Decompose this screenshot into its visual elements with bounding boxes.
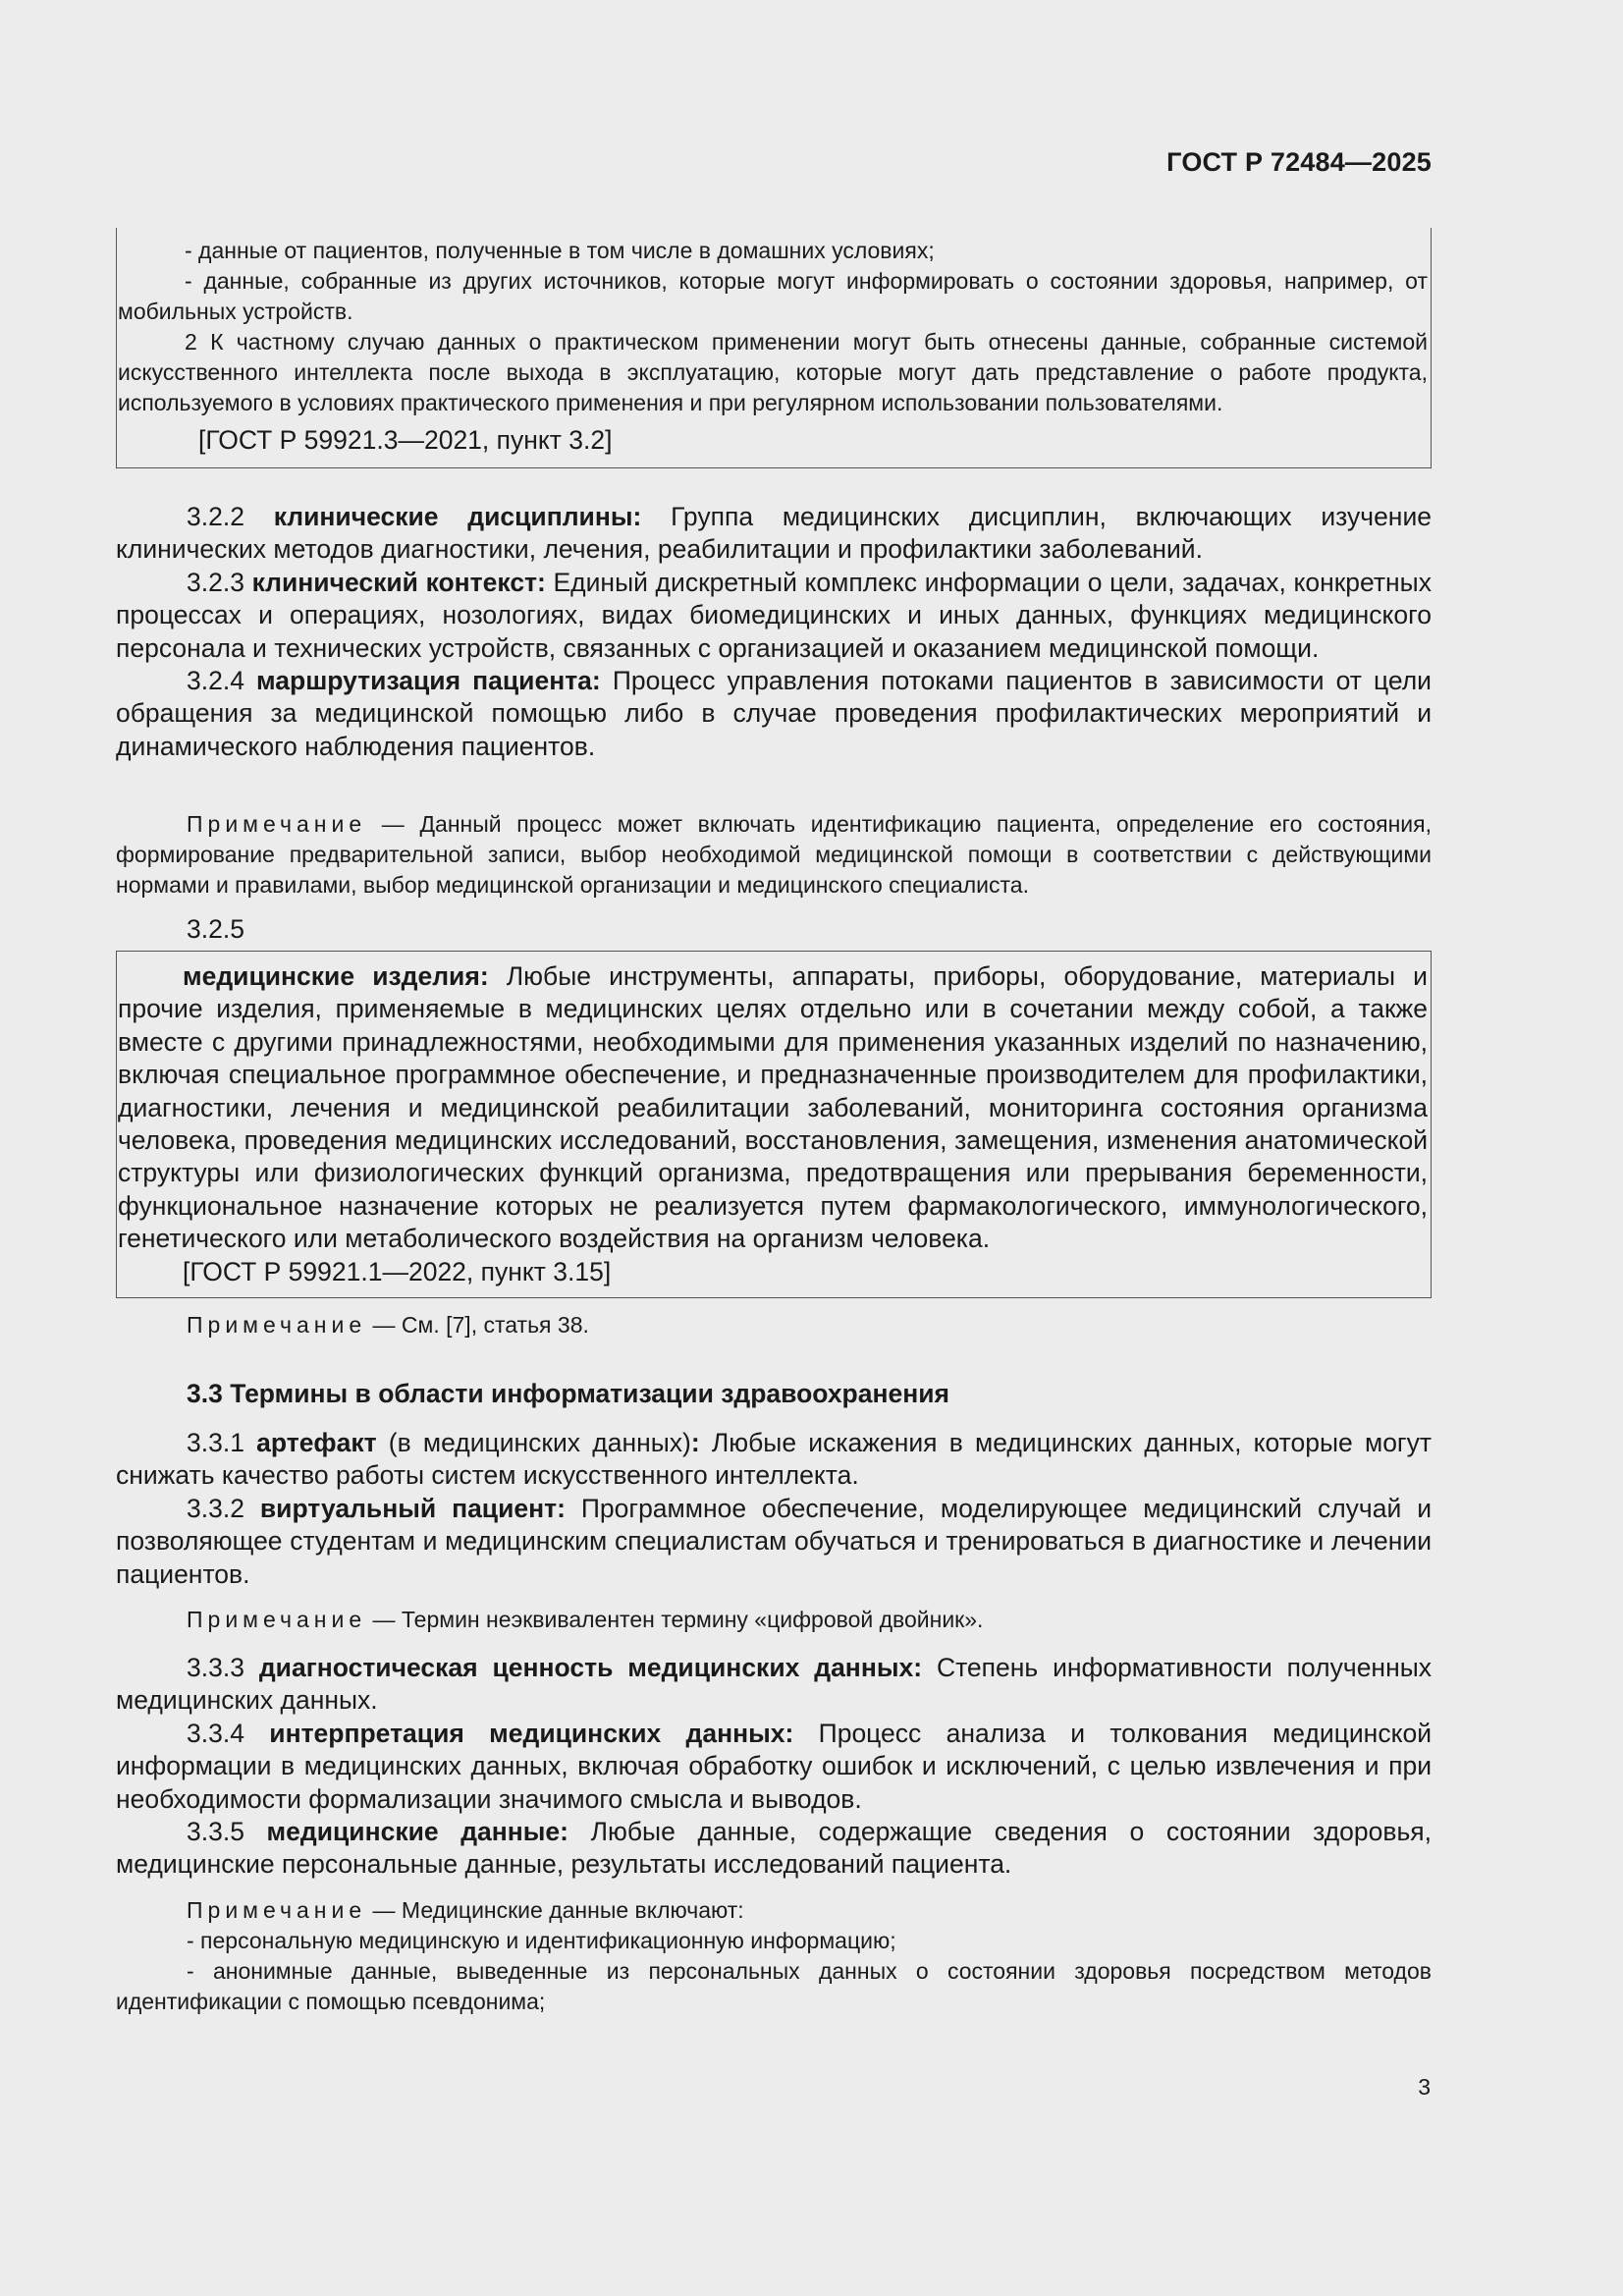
note-text: — Данный процесс может включать идентификацию пациента, определение его состояния, формирование предварительной записи, выбор необходимой медицинской помощи в соответствии с действующими нормами и правилами, выбор медицинской организации и медицинского специалиста. xyxy=(116,811,1432,898)
term-3-3-1: 3.3.1 артефакт (в медицинских данных): Любые искажения в медицинских данных, которые могут снижать качество работы систем искусственного интеллекта. xyxy=(116,1428,1432,1491)
terms-block-3 xyxy=(116,1652,1432,1882)
term-definition: Процесс управления потоками пациентов в зависимости от цели обращения за медицинской помощью либо в случае проведения профилактических мероприятий и динамического наблюдения пациентов. xyxy=(116,666,1432,761)
term-3-3-2 xyxy=(116,1493,1432,1591)
term-name: виртуальный пациент: xyxy=(259,1493,566,1523)
term-3-3-5 xyxy=(116,1816,1432,1882)
note-3-2-4 xyxy=(116,809,1432,901)
term-name: артефакт xyxy=(256,1428,377,1457)
term-number: 3.3.3 xyxy=(187,1653,259,1682)
term-name: клинический контекст: xyxy=(251,567,546,597)
note-label: Примечание xyxy=(187,811,367,837)
term-definition: Программное обеспечение, моделирующее медицинский случай и позволяющее студентам и медицинским специалистам обучаться и тренироваться в диагностике и лечении пациентов. xyxy=(116,1493,1432,1589)
term-number: 3.3.2 xyxy=(187,1493,260,1523)
term-definition: Любые инструменты, аппараты, приборы, оборудование, материалы и прочие изделия, применяемые в медицинских целях отдельно или в сочетании между собой, а также вместе с другими принадлежностями, необходимыми для применения указанных изделий по назначению, включая специальное программное обеспечение, и предназначенные производителем для профилактики, диагностики, лечения и медицинской реабилитации заболеваний, мониторинга состояния организма человека, проведения медицинских исследований, восстановления, замещения, изменения анатомической структуры или физиологических функций организма, предотвращения или прерывания беременности, функциональное назначение которых не реализуется путем фармакологического, иммунологического, генетического или метаболического воздействия на организм человека. xyxy=(118,961,1428,1254)
box1-content xyxy=(118,236,1428,457)
term-qualifier: (в медицинских данных) xyxy=(376,1428,691,1457)
term-definition: Любые данные, содержащие сведения о состоянии здоровья, медицинские персональные данные, результаты исследований пациента. xyxy=(116,1817,1432,1880)
term-3-2-5 xyxy=(118,960,1428,1288)
note-3-3-2 xyxy=(116,1605,1502,1635)
term-definition: Любые искажения в медицинских данных, которые могут снижать качество работы систем искусственного интеллекта. xyxy=(116,1428,1432,1491)
terms-block-2 xyxy=(116,1427,1432,1591)
term-number: 3.2.4 xyxy=(187,666,257,696)
note-label: Примечание xyxy=(187,1897,367,1923)
bullet-item: - данные, собранные из других источников, которые могут информировать о состоянии здоровья, например, от мобильных устройств. xyxy=(118,268,1428,324)
note-3-3-5 xyxy=(116,1895,1432,2017)
term-name: маршрутизация пациента: xyxy=(256,666,601,696)
term-definition: Единый дискретный комплекс информации о цели, задачах, конкретных процессах и операциях, нозологиях, видах биомедицинских и иных данных, функциях медицинского персонала и технических устройств, связанных с организацией и оказанием медицинской помощи. xyxy=(116,567,1432,663)
document-code: ГОСТ Р 72484—2025 xyxy=(1166,147,1432,177)
term-definition: Степень информативности полученных медицинских данных. xyxy=(116,1653,1432,1716)
terms-block-1 xyxy=(116,501,1432,763)
term-3-3-4 xyxy=(116,1718,1432,1816)
term-number: 3.2.2 xyxy=(187,502,274,531)
note-text: — См. [7], статья 38. xyxy=(366,1312,589,1338)
bullet-item: - данные от пациентов, полученные в том числе в домашних условиях; xyxy=(185,238,935,263)
term-name: медицинские данные: xyxy=(266,1817,568,1847)
term-definition: Процесс анализа и толкования медицинской информации в медицинских данных, включая обработку ошибок и исключений, с целью извлечения и при необходимости формализации значимого смысла и выводов. xyxy=(116,1718,1433,1814)
note-text: — Термин неэквивалентен термину «цифровой двойник». xyxy=(366,1607,984,1632)
source-reference: [ГОСТ Р 59921.1—2022, пункт 3.15] xyxy=(183,1256,612,1286)
page-number: 3 xyxy=(1418,2074,1431,2100)
term-name: медицинские изделия: xyxy=(183,961,489,991)
note-label: Примечание xyxy=(187,1607,367,1632)
note-3-2-5 xyxy=(116,1310,1502,1340)
term-3-2-4 xyxy=(116,665,1432,763)
term-number: 3.3.1 xyxy=(187,1428,257,1457)
term-name: интерпретация медицинских данных: xyxy=(269,1718,794,1748)
term-number: 3.2.3 xyxy=(187,567,252,597)
note-list-item: - анонимные данные, выведенные из персональных данных о состоянии здоровья посредством методов идентификации с помощью псевдонима; xyxy=(116,1958,1432,2014)
term-3-2-5-number: 3.2.5 xyxy=(187,914,244,944)
note-2: 2 К частному случаю данных о практическом применении могут быть отнесены данные, собранные системой искусственного интеллекта после выхода в эксплуатацию, которые могут дать представление о работе продукта, используемого в условиях практического применения и при регулярном использовании пользователями. xyxy=(118,329,1428,415)
term-definition: Группа медицинских дисциплин, включающих изучение клинических методов диагностики, лечения, реабилитации и профилактики заболеваний. xyxy=(116,502,1432,565)
section-title: 3.3 Термины в области информатизации здравоохранения xyxy=(187,1379,949,1408)
term-3-2-3 xyxy=(116,567,1432,665)
note-text: — Медицинские данные включают: xyxy=(366,1897,744,1923)
term-number: 3.3.4 xyxy=(187,1718,270,1748)
term-3-3-3 xyxy=(116,1652,1432,1718)
note-list-item: - персональную медицинскую и идентификационную информацию; xyxy=(187,1928,896,1953)
term-name: клинические дисциплины: xyxy=(273,502,642,531)
term-number: 3.3.5 xyxy=(187,1817,267,1847)
term-3-2-2 xyxy=(116,501,1432,567)
term-name: диагностическая ценность медицинских данных: xyxy=(258,1653,923,1682)
note-label: Примечание xyxy=(187,1312,367,1338)
source-reference: [ГОСТ Р 59921.3—2021, пункт 3.2] xyxy=(198,425,613,455)
